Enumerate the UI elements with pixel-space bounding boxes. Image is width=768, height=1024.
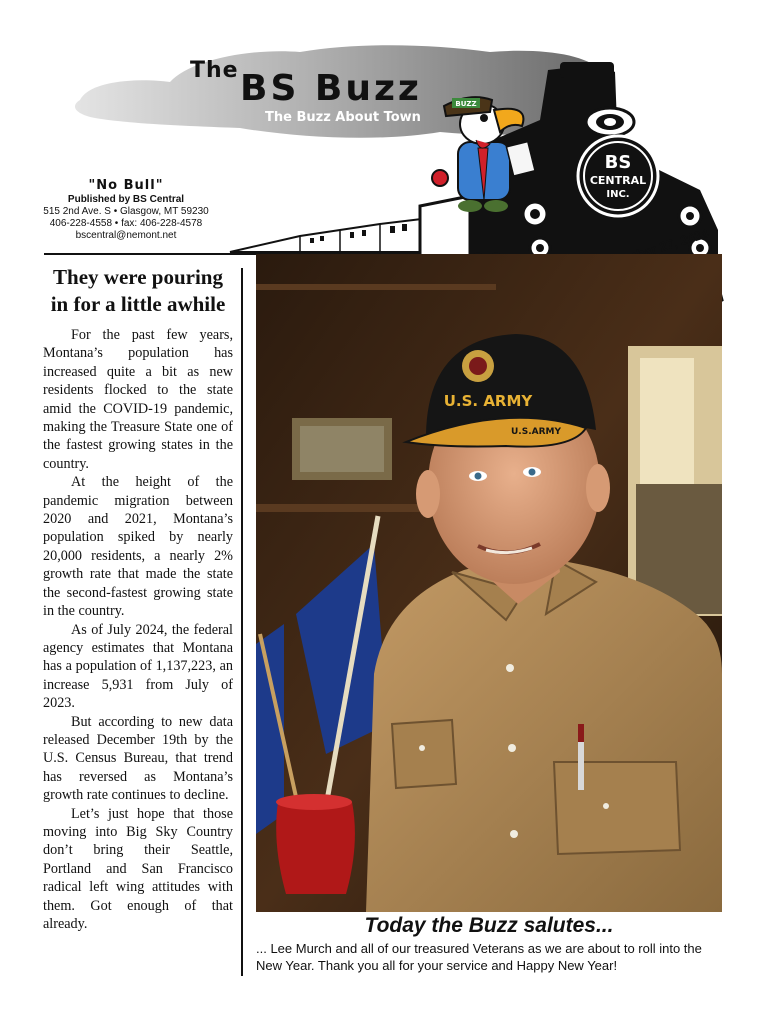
publisher-motto: "No Bull" — [88, 178, 164, 193]
article-body — [43, 326, 233, 933]
cap-text-brim: U.S.ARMY — [511, 427, 561, 437]
masthead-tagline: The Buzz About Town — [265, 110, 421, 125]
article-headline: They were pouring in for a little awhile — [50, 265, 226, 316]
publisher-email: bscentral@nemont.net — [75, 230, 177, 241]
article-paragraph: At the height of the pandemic migration between 2020 and 2021, Montana’s population spiked by nearly 20,000 residents, a nearly 2% growth rate that made the state the second-fastest growing state in the country. — [43, 474, 233, 620]
article — [43, 264, 233, 933]
engine-logo-inc: INC. — [606, 189, 630, 200]
publisher-address: 515 2nd Ave. S • Glasgow, MT 59230 — [43, 206, 209, 217]
mascot-hat-text: BUZZ — [455, 100, 477, 108]
article-paragraph: For the past few years, Montana’s population has increased quite a bit as new residents flocked to the state amid the COVID-19 pandemic, making the Treasure State one of the fastest growing states in the country. — [43, 327, 233, 472]
caption-text: ... Lee Murch and all of our treasured Veterans as we are about to roll into the New Year. Thank you all for your service and Happy New Year! — [256, 941, 702, 973]
column-divider — [241, 268, 243, 976]
engine-logo-central: CENTRAL — [589, 174, 647, 187]
masthead-title: BS Buzz — [240, 68, 422, 109]
masthead-the: The — [190, 58, 239, 83]
publisher-phone-fax: 406-228-4558 • fax: 406-228-4578 — [49, 218, 203, 229]
caption-title: Today the Buzz salutes... — [364, 914, 614, 937]
article-paragraph: As of July 2024, the federal agency estimates that Montana has a population of 1,137,223, an increase 5,931 from July of 2023. — [43, 621, 233, 712]
article-paragraph: But according to new data released December 19th by the U.S. Census Bureau, that trend has reversed as Montana’s growth rate continues to decline. — [43, 713, 233, 804]
engine-logo-bs: BS — [604, 152, 632, 173]
cap-text-front: U.S. ARMY — [443, 392, 533, 410]
veteran-photo — [256, 254, 722, 912]
article-paragraph: Let’s just hope that those moving into Big Sky Country don’t bring their Seattle, Portland and San Francisco radical left wing attitudes with them. Got enough of that already. — [43, 805, 233, 932]
publisher-name: Published by BS Central — [67, 194, 185, 205]
